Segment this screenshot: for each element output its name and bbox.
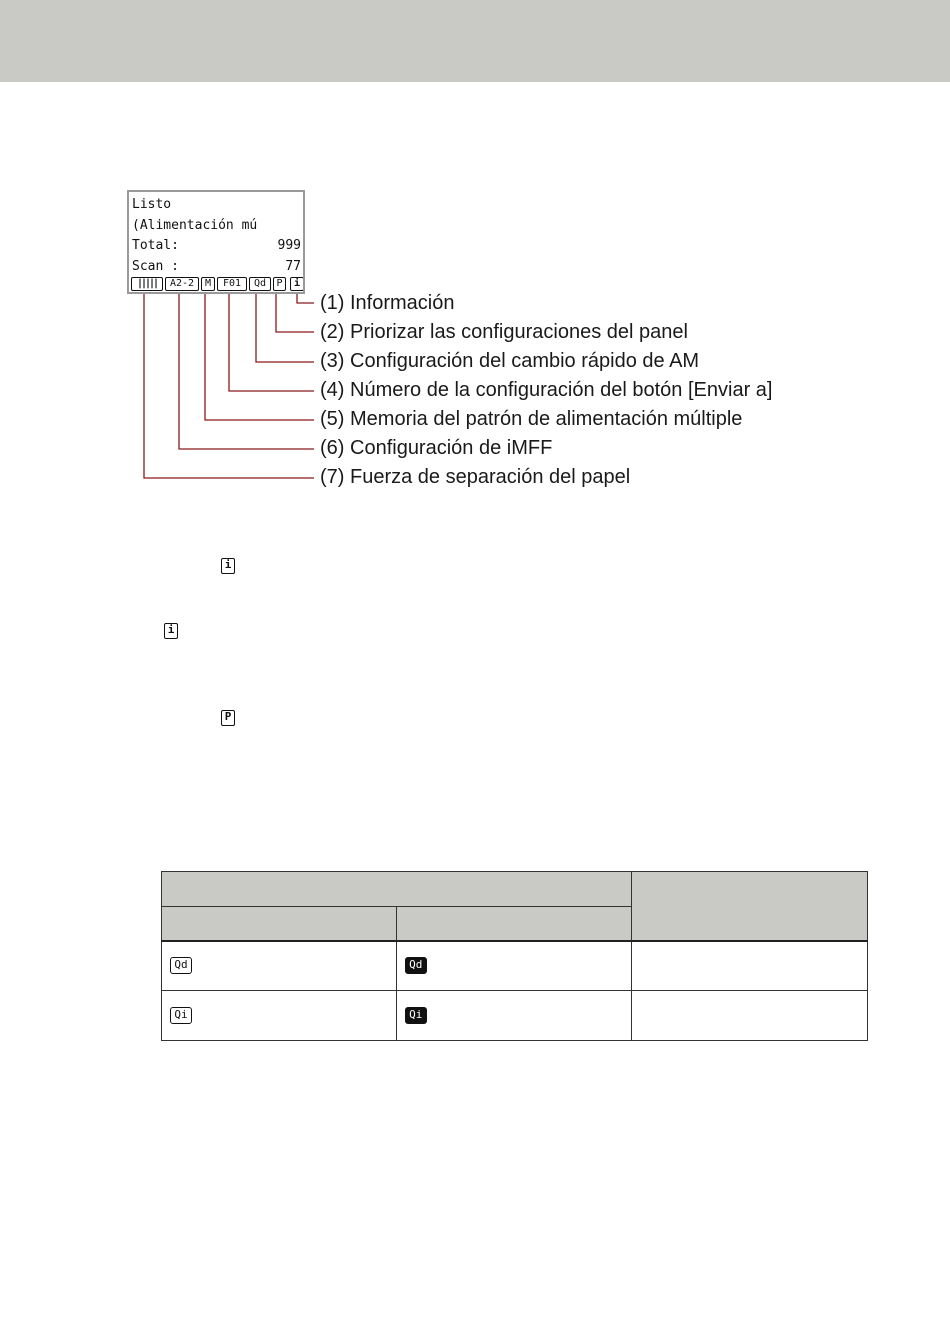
leader-1 — [297, 294, 314, 303]
table-header-normal — [162, 907, 397, 941]
leader-5 — [205, 294, 314, 420]
imff-icon: A2-2 — [165, 277, 199, 291]
lcd-total-label: Total: — [132, 238, 179, 253]
callout-separation-force: (7) Fuerza de separación del papel — [320, 466, 631, 488]
leader-3 — [256, 294, 314, 362]
leader-2 — [276, 294, 314, 332]
callout-quick-change: (3) Configuración del cambio rápido de AM — [320, 350, 700, 372]
lcd-total-value: 999 — [277, 238, 301, 253]
quick-change-icon: Qi — [170, 1007, 192, 1024]
info-icon: i — [290, 277, 304, 291]
quick-change-icon: Qd — [249, 277, 271, 291]
callout-multifeed-memory: (5) Memoria del patrón de alimentación múltiple — [320, 408, 743, 430]
table-cell — [396, 941, 632, 991]
lcd-status-line: Listo — [132, 197, 172, 212]
quick-change-icon-inverted: Qi — [405, 1007, 427, 1024]
priority-icon: P — [221, 710, 235, 726]
lcd-scan-value: 77 — [285, 259, 301, 274]
info-icon: i — [221, 558, 235, 574]
table-header-inverted — [396, 907, 632, 941]
quick-change-table — [161, 871, 868, 1041]
table-header-description — [632, 872, 868, 941]
sendto-icon: F01 — [217, 277, 247, 291]
info-icon: i — [164, 623, 178, 639]
feed-strength-icon: ||||| — [131, 277, 163, 291]
table-cell — [632, 991, 868, 1041]
leader-4 — [229, 294, 314, 391]
table-cell — [162, 991, 397, 1041]
priority-icon: P — [273, 277, 286, 291]
table-cell — [396, 991, 632, 1041]
table-cell — [632, 941, 868, 991]
quick-change-icon-inverted: Qd — [405, 957, 427, 974]
table-header-group — [162, 872, 632, 907]
table-cell — [162, 941, 397, 991]
lcd-scan-label: Scan : — [132, 259, 179, 274]
quick-change-icon: Qd — [170, 957, 192, 974]
callout-information: (1) Información — [320, 292, 455, 314]
callout-panel-priority: (2) Priorizar las configuraciones del panel — [320, 321, 688, 343]
leader-6 — [179, 294, 314, 449]
table-row — [162, 941, 868, 991]
callout-imff: (6) Configuración de iMFF — [320, 437, 553, 459]
memory-icon: M — [201, 277, 215, 291]
callout-sendto-number: (4) Número de la configuración del botón [Enviar a] — [320, 379, 773, 401]
table-row — [162, 991, 868, 1041]
lcd-mode-line: (Alimentación mú — [132, 218, 258, 233]
